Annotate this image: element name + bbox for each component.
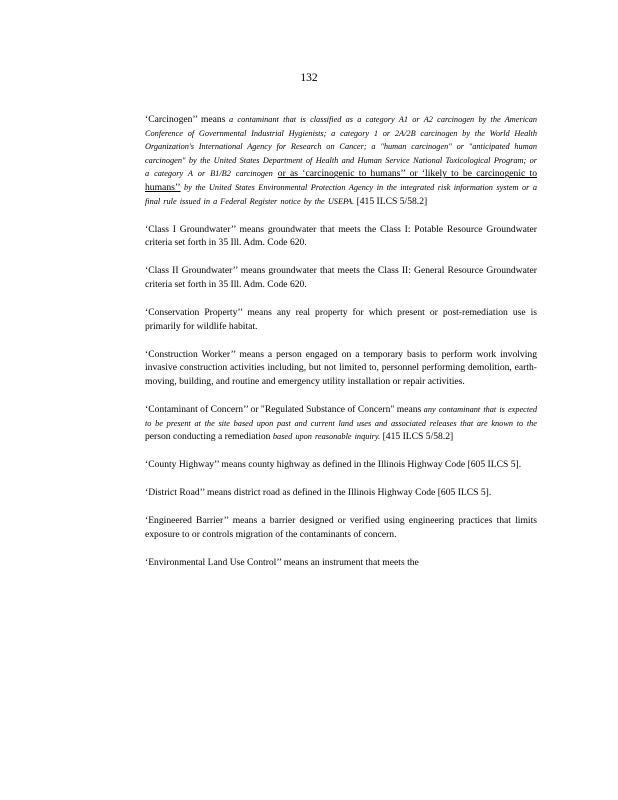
definition-statutory-text: any contaminant that is expected to be present at the site based upon past and current land uses and associated releases that are known to the xyxy=(145,405,537,428)
definition-statutory-text: based upon reasonable inquiry. xyxy=(272,432,381,442)
definition-text: ‘Environmental Land Use Control’’ means an instrument that meets the xyxy=(145,557,419,569)
definition-text: ‘Engineered Barrier’’ means a barrier designed or verified using engineering practices that limits exposure to or controls migration of the contaminants of concern. xyxy=(145,515,537,541)
definition-statutory-text: a contaminant that is classified as a category A1 or A2 carcinogen by the American Conference of Governmental Industrial Hygienists; a category 1 or 2A/2B carcinogen by the World Health Organization's International Agency for Research on Cancer; a "human carcinogen" or "anticipated human carcinogen" by the United States Department of Health and Human Service National Toxicological Program; or a category A or B1/B2 carcinogen xyxy=(145,115,537,179)
definition-text: ‘Conservation Property’’ means any real property for which present or post-remediation use is primarily for wildlife habitat. xyxy=(145,307,537,332)
citation: [415 ILCS 5/58.2] xyxy=(380,431,454,443)
definition-carcinogen xyxy=(145,113,537,208)
definition-term-text: ‘Contaminant of Concern’’ or "Regulated Substance of Concern" means xyxy=(145,404,424,415)
definition-district-road xyxy=(145,486,537,500)
definition-construction-worker xyxy=(145,348,537,389)
definition-text: ‘Class I Groundwater’’ means groundwater that meets the Class I: Potable Resource Groundwater criteria set forth in 35 Ill. Adm. Code 620. xyxy=(145,223,537,249)
definition-text: ‘County Highway’’ means county highway as defined in the Illinois Highway Code [605 ILCS 5]. xyxy=(145,459,522,471)
definition-class-ii-groundwater xyxy=(145,264,537,291)
definition-class-i-groundwater xyxy=(145,223,537,250)
page-number: 132 xyxy=(300,72,318,84)
definition-text: ‘Construction Worker’’ means a person engaged on a temporary basis to perform work involving invasive construction activities including, but not limited to, personnel performing demolition, earth-moving, building, and routine and emergency utility installation or repair activities. xyxy=(145,348,537,387)
citation: [415 ILCS 5/58.2] xyxy=(354,195,428,207)
definition-contaminant-of-concern xyxy=(145,403,537,444)
definition-county-highway xyxy=(145,458,537,472)
definition-conservation-property xyxy=(145,306,537,333)
definition-text: person conducting a remediation xyxy=(145,431,273,443)
definition-amended-text: or as ‘carcinogenic to humans’’ or ‘likely to be carcinogenic to humans’’ xyxy=(145,168,537,193)
definition-term-text: ‘Carcinogen’’ means xyxy=(145,114,230,125)
definitions-list xyxy=(145,113,537,584)
definition-environmental-land-use-control xyxy=(145,556,537,570)
definition-engineered-barrier xyxy=(145,514,537,541)
definition-statutory-text: by the United States Environmental Protection Agency in the integrated risk information system or a final rule issued in a Federal Register notice by the USEPA. xyxy=(145,182,537,206)
definition-text: ‘District Road’’ means district road as defined in the Illinois Highway Code [605 ILCS 5]. xyxy=(145,487,492,499)
definition-text: ‘Class II Groundwater’’ means groundwater that meets the Class II: General Resource Groundwater criteria set forth in 35 Ill. Adm. Code 620. xyxy=(145,265,537,290)
